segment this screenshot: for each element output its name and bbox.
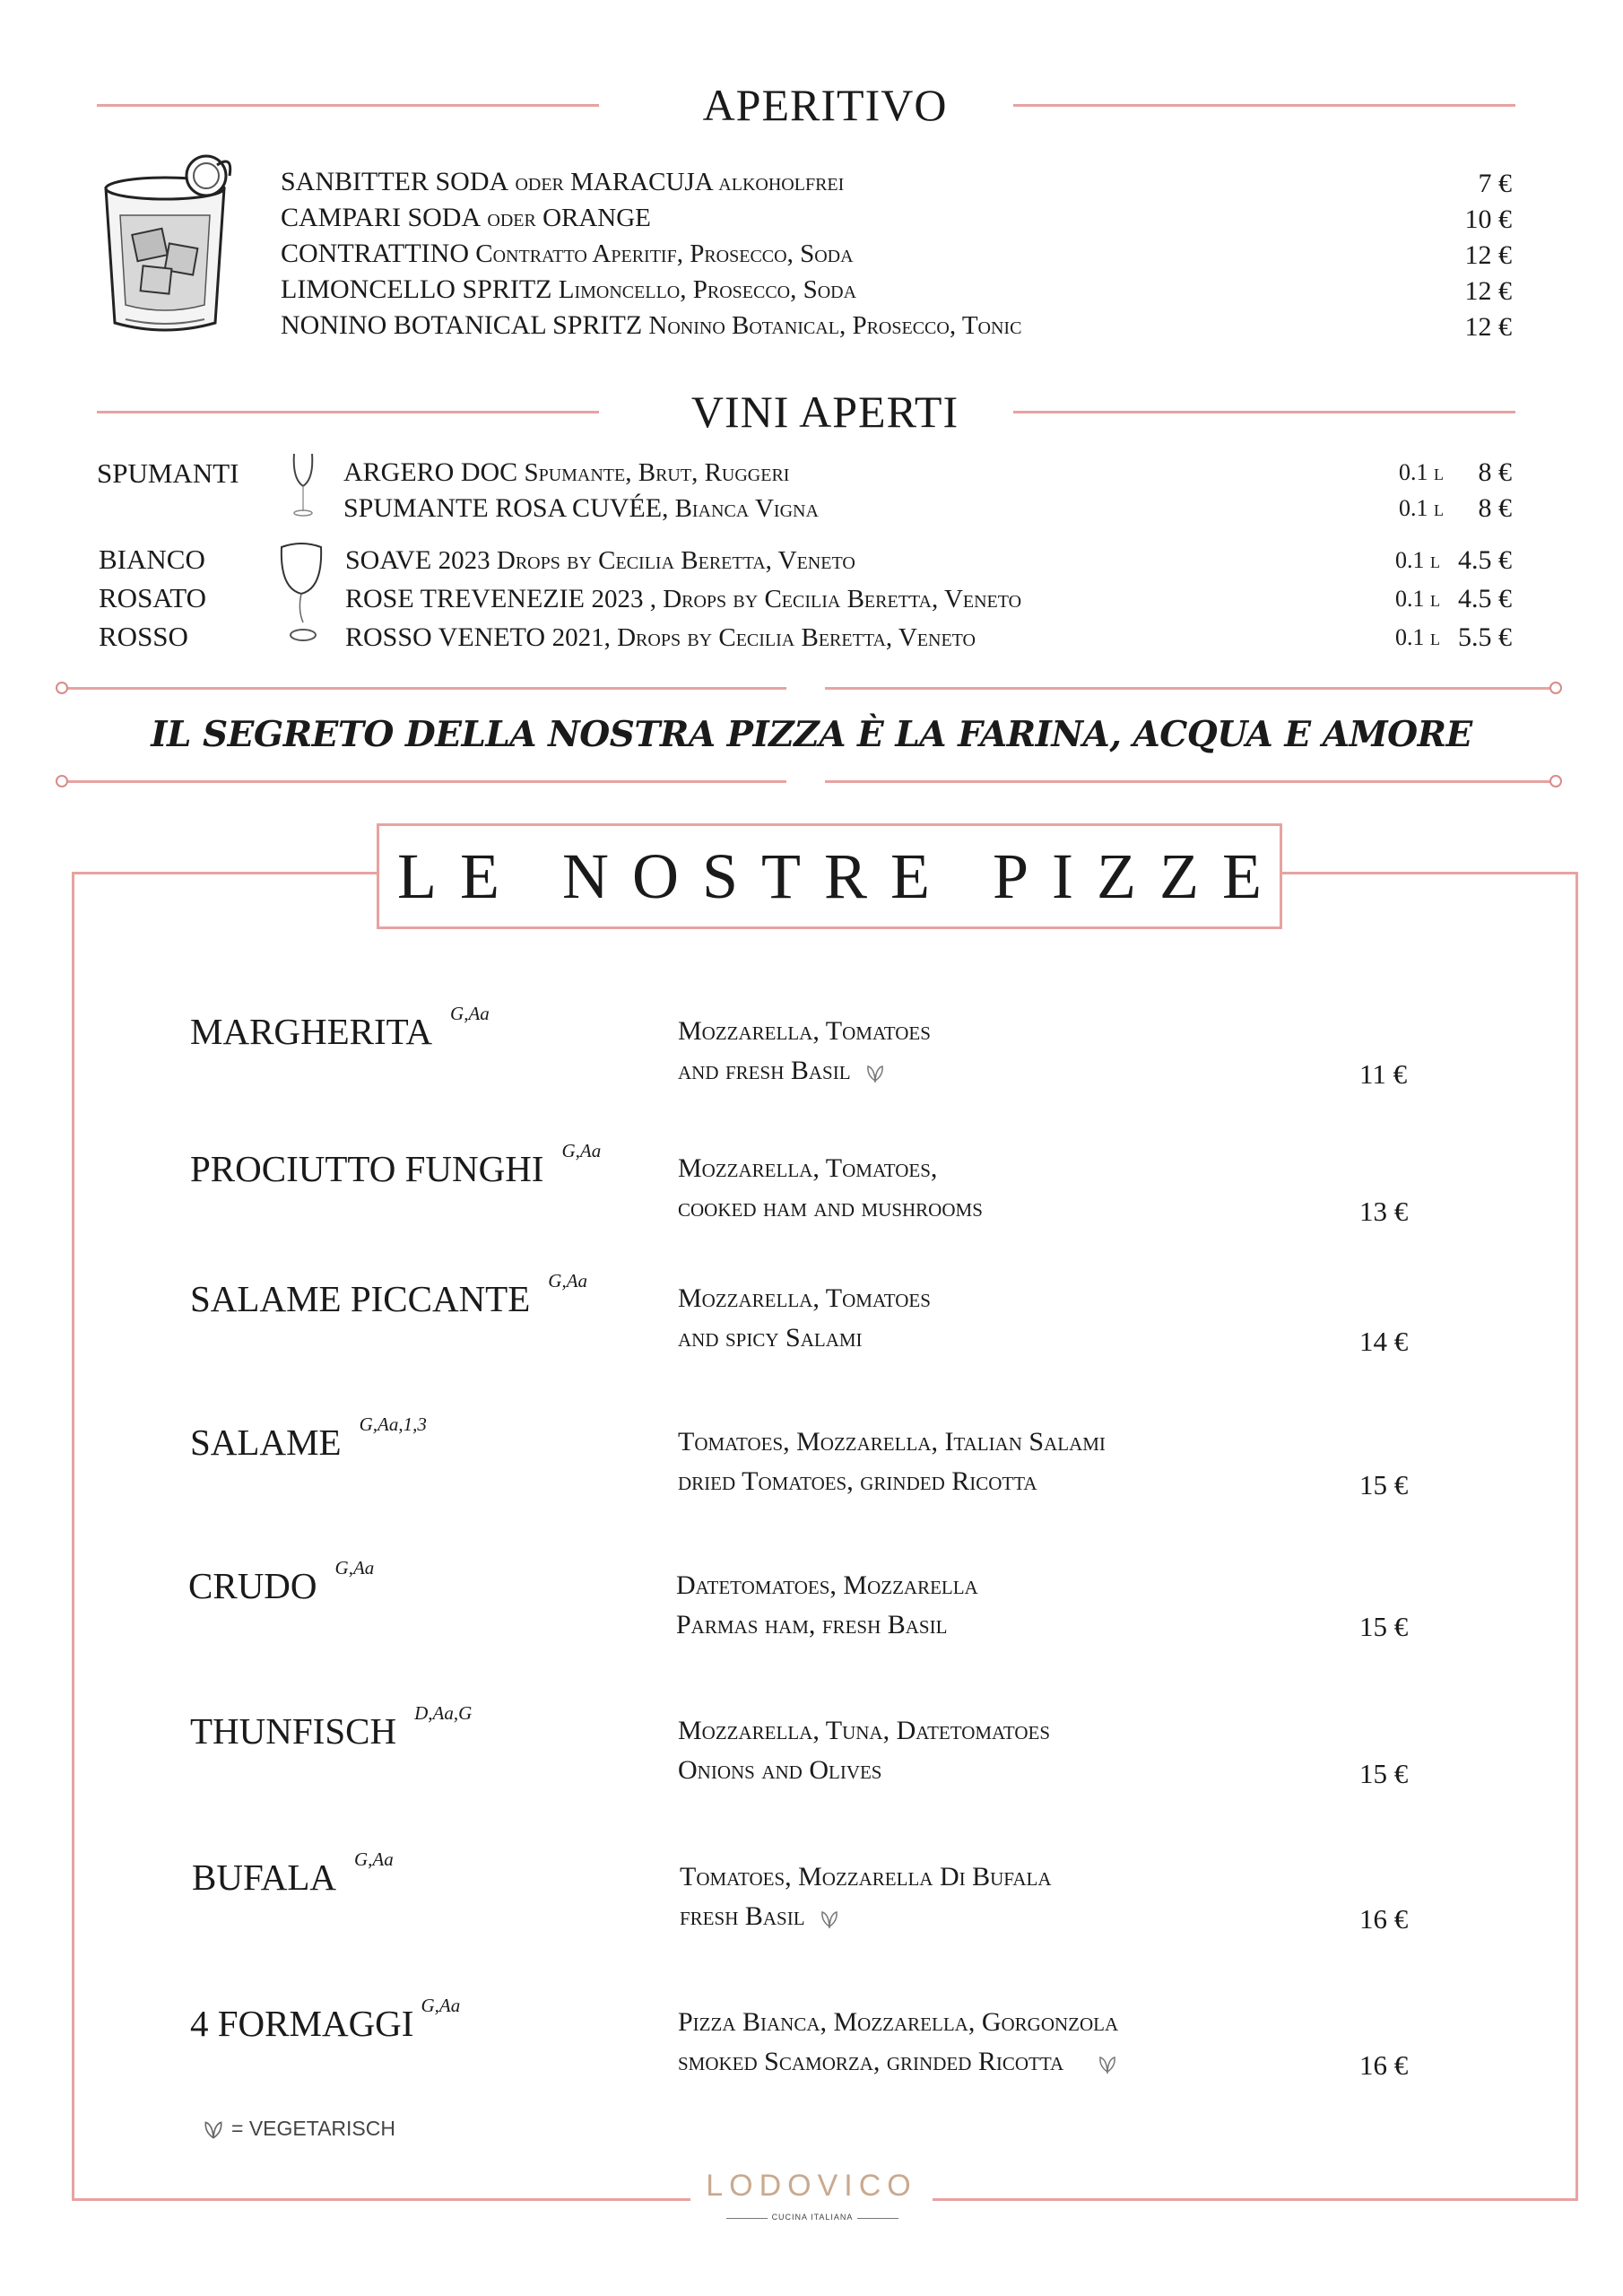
slogan-bottom-rule-left <box>65 780 786 783</box>
pizza-name: SALAME PICCANTE $^{G,Aa}$ <box>190 1270 588 1319</box>
wine-label-rosato: ROSATO <box>99 582 207 613</box>
vini-left-rule <box>97 411 599 413</box>
pizza-price: 15 € <box>1359 1611 1409 1642</box>
aperitivo-title: APERITIVO <box>702 80 948 130</box>
leaf-icon <box>864 1063 887 1083</box>
wine-glass-icon <box>276 538 326 646</box>
aperitivo-item: NONINO BOTANICAL SPRITZ Nonino Botanical, Prosecco, Tonic <box>281 310 1022 340</box>
slogan: IL SEGRETO DELLA NOSTRA PIZZA È LA FARINA, ACQUA E AMORE <box>151 714 1472 755</box>
brand-tagline: CUCINA ITALIANA <box>771 2213 854 2222</box>
slogan-top-rule-right <box>825 687 1555 690</box>
vini-right-rule <box>1013 411 1515 413</box>
pizza-price: 15 € <box>1359 1758 1409 1789</box>
pizza-desc: Mozzarella, Tomatoes and spicy Salami <box>678 1283 931 1352</box>
spumanti-qty: 0.1 l <box>1399 495 1444 521</box>
slogan-bottom-rule-right <box>825 780 1555 783</box>
pizza-name: MARGHERITA $^{G,Aa}$ <box>190 1003 490 1052</box>
sparkling-wine-glass-icon <box>285 450 321 522</box>
aperitivo-price: 12 € <box>1464 240 1512 270</box>
spumanti-price: 8 € <box>1478 493 1512 523</box>
wine-qty: 0.1 l <box>1395 624 1440 650</box>
spumanti-label: SPUMANTI <box>97 457 239 489</box>
pizza-desc: Mozzarella, Tomatoes, cooked ham and mushrooms <box>678 1153 983 1222</box>
wine-item: SOAVE 2023 Drops by Cecilia Beretta, Veneto <box>345 545 855 575</box>
wine-qty: 0.1 l <box>1395 547 1440 573</box>
pizza-name: THUNFISCH $^{D,Aa,G}$ <box>190 1702 473 1752</box>
pizza-desc: Datetomatoes, Mozzarella Parmas ham, fresh Basil <box>676 1570 978 1639</box>
wine-label-bianco: BIANCO <box>99 544 205 575</box>
pizza-desc: Mozzarella, Tuna, Datetomatoes Onions and Olives <box>678 1716 1050 1785</box>
pizza-price: 11 € <box>1359 1058 1408 1090</box>
pizza-name: PROCIUTTO FUNGHI $^{G,Aa}$ <box>190 1140 602 1189</box>
spumanti-item: SPUMANTE ROSA CUVÉE, Bianca Vigna <box>343 493 819 523</box>
vini-title: VINI APERTI <box>690 387 959 437</box>
aperitivo-price: 10 € <box>1464 204 1512 234</box>
pizza-desc: Tomatoes, Mozzarella Di Bufala fresh Basil <box>680 1862 1052 1931</box>
wine-price: 4.5 € <box>1458 584 1512 613</box>
pizza-price: 16 € <box>1359 2049 1409 2081</box>
pizza-price: 16 € <box>1359 1903 1409 1935</box>
vegetarian-legend <box>201 2117 395 2141</box>
aperitivo-item: CONTRATTINO Contratto Aperitif, Prosecco, Soda <box>281 239 854 268</box>
leaf-icon <box>1096 2054 1119 2074</box>
vegetarian-legend-text: = VEGETARISCH <box>231 2117 395 2140</box>
wine-item: ROSSO VENETO 2021, Drops by Cecilia Beretta, Veneto <box>345 622 976 652</box>
rule-end-dot <box>1549 775 1562 787</box>
rule-end-dot <box>56 775 68 787</box>
aperitivo-item: CAMPARI SODA oder ORANGE <box>281 203 651 232</box>
wine-label-rosso: ROSSO <box>99 621 188 652</box>
rule-end-dot <box>56 682 68 694</box>
wine-item: ROSE TREVENEZIE 2023 , Drops by Cecilia Beretta, Veneto <box>345 584 1022 613</box>
spumanti-item: ARGERO DOC Spumante, Brut, Ruggeri <box>343 457 790 487</box>
pizza-name: BUFALA $^{G,Aa}$ <box>192 1848 394 1898</box>
aperitivo-right-rule <box>1013 104 1515 107</box>
wine-price: 4.5 € <box>1458 545 1512 575</box>
pizza-name: 4 FORMAGGI $^{G,Aa}$ <box>190 1995 461 2044</box>
slogan-top-rule-left <box>65 687 786 690</box>
spumanti-qty: 0.1 l <box>1399 459 1444 485</box>
aperitivo-item: SANBITTER SODA oder MARACUJA alkoholfrei <box>281 167 845 196</box>
aperitivo-item: LIMONCELLO SPRITZ Limoncello, Prosecco, Soda <box>281 274 857 304</box>
brand-name: LODOVICO <box>706 2169 917 2203</box>
aperitivo-price: 12 € <box>1464 312 1512 342</box>
pizza-desc: Pizza Bianca, Mozzarella, Gorgonzola smoked Scamorza, grinded Ricotta <box>678 2007 1119 2076</box>
pizza-price: 15 € <box>1359 1469 1409 1500</box>
spumanti-price: 8 € <box>1478 457 1512 487</box>
pizza-title: LE NOSTRE PIZZE <box>397 839 1285 912</box>
pizza-desc: Tomatoes, Mozzarella, Italian Salami dried Tomatoes, grinded Ricotta <box>678 1427 1106 1496</box>
leaf-icon <box>201 2118 226 2140</box>
pizza-name: CRUDO $^{G,Aa}$ <box>188 1557 375 1606</box>
aperitivo-price: 12 € <box>1464 276 1512 306</box>
pizza-name: SALAME $^{G,Aa,1,3}$ <box>190 1413 427 1463</box>
cocktail-glass-icon <box>90 152 242 341</box>
pizza-desc: Mozzarella, Tomatoes and fresh Basil <box>678 1016 931 1085</box>
pizza-price: 13 € <box>1359 1196 1409 1227</box>
aperitivo-left-rule <box>97 104 599 107</box>
brand-tagline-rule-right <box>857 2218 898 2219</box>
wine-price: 5.5 € <box>1458 622 1512 652</box>
rule-end-dot <box>1549 682 1562 694</box>
pizza-price: 14 € <box>1359 1326 1409 1357</box>
brand-tagline-rule-left <box>726 2218 768 2219</box>
aperitivo-price: 7 € <box>1478 169 1512 198</box>
leaf-icon <box>818 1909 841 1928</box>
pizza-title-box <box>377 823 1285 929</box>
wine-qty: 0.1 l <box>1395 586 1440 612</box>
